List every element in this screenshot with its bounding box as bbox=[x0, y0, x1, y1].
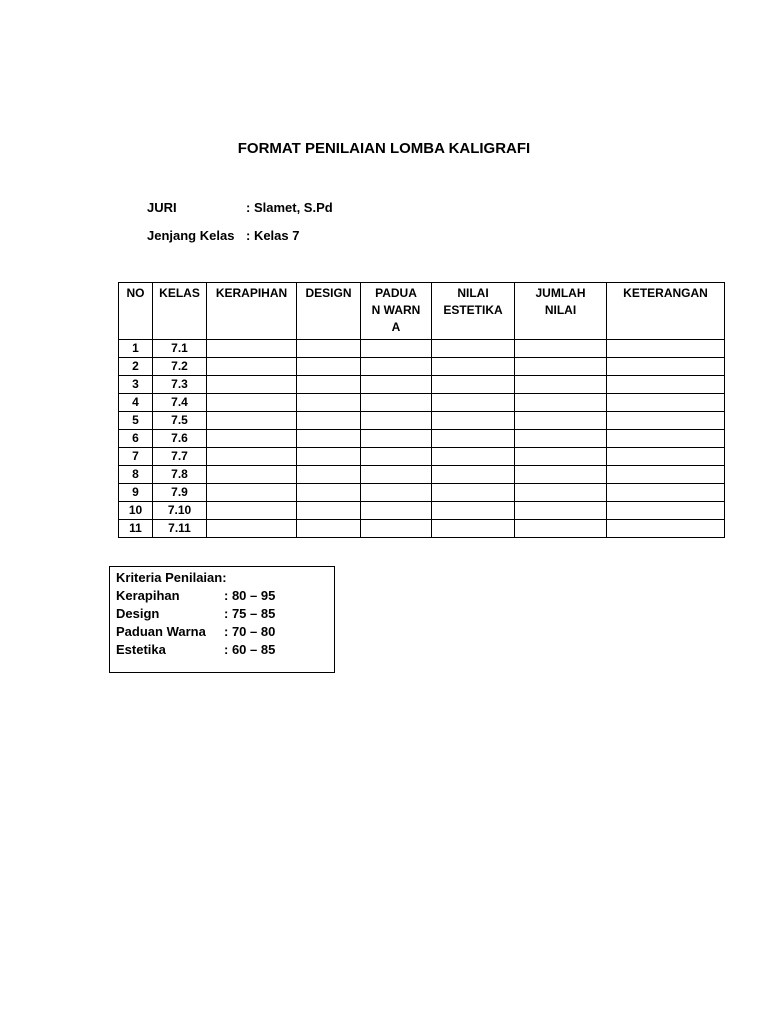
cell-keterangan bbox=[607, 502, 725, 520]
criteria-item bbox=[116, 641, 328, 659]
cell-kerapihan bbox=[207, 412, 297, 430]
cell-keterangan bbox=[607, 412, 725, 430]
cell-paduan bbox=[361, 502, 432, 520]
cell-paduan bbox=[361, 394, 432, 412]
cell-nilai-estetika bbox=[432, 358, 515, 376]
cell-design bbox=[297, 358, 361, 376]
cell-kerapihan bbox=[207, 466, 297, 484]
cell-kelas: 7.7 bbox=[153, 448, 207, 466]
cell-no: 3 bbox=[119, 376, 153, 394]
header-nilai-text: NILAI ESTETIKA bbox=[443, 286, 503, 317]
cell-design bbox=[297, 412, 361, 430]
criteria-item-range: : 75 – 85 bbox=[224, 606, 276, 621]
score-table bbox=[118, 282, 725, 538]
cell-design bbox=[297, 520, 361, 538]
cell-keterangan bbox=[607, 376, 725, 394]
criteria-item-range: : 70 – 80 bbox=[224, 624, 276, 639]
cell-nilai-estetika bbox=[432, 502, 515, 520]
table-row bbox=[119, 358, 725, 376]
cell-kelas: 7.9 bbox=[153, 484, 207, 502]
cell-jumlah-nilai bbox=[515, 412, 607, 430]
cell-kelas: 7.6 bbox=[153, 430, 207, 448]
cell-design bbox=[297, 430, 361, 448]
juri-label: JURI bbox=[147, 200, 177, 215]
cell-paduan bbox=[361, 340, 432, 358]
cell-keterangan bbox=[607, 394, 725, 412]
criteria-item-name: Design bbox=[116, 606, 160, 621]
cell-jumlah-nilai bbox=[515, 358, 607, 376]
cell-keterangan bbox=[607, 448, 725, 466]
criteria-item-name: Estetika bbox=[116, 642, 166, 657]
cell-keterangan bbox=[607, 520, 725, 538]
cell-paduan bbox=[361, 448, 432, 466]
criteria-item-range: : 80 – 95 bbox=[224, 588, 276, 603]
cell-nilai-estetika bbox=[432, 448, 515, 466]
cell-kerapihan bbox=[207, 520, 297, 538]
cell-kelas: 7.5 bbox=[153, 412, 207, 430]
cell-paduan bbox=[361, 412, 432, 430]
cell-paduan bbox=[361, 466, 432, 484]
header-keterangan: KETERANGAN bbox=[607, 283, 725, 340]
jenjang-row bbox=[147, 228, 299, 243]
criteria-box bbox=[109, 566, 335, 673]
header-nilai-estetika bbox=[432, 283, 515, 340]
criteria-item-name: Kerapihan bbox=[116, 588, 180, 603]
juri-row bbox=[147, 200, 333, 215]
cell-no: 8 bbox=[119, 466, 153, 484]
table-row bbox=[119, 412, 725, 430]
criteria-item bbox=[116, 605, 328, 623]
cell-design bbox=[297, 376, 361, 394]
cell-no: 5 bbox=[119, 412, 153, 430]
table-row bbox=[119, 376, 725, 394]
cell-paduan bbox=[361, 520, 432, 538]
criteria-heading: Kriteria Penilaian: bbox=[116, 570, 227, 585]
cell-jumlah-nilai bbox=[515, 466, 607, 484]
cell-nilai-estetika bbox=[432, 394, 515, 412]
document-title: FORMAT PENILAIAN LOMBA KALIGRAFI bbox=[237, 140, 531, 157]
cell-keterangan bbox=[607, 430, 725, 448]
cell-nilai-estetika bbox=[432, 520, 515, 538]
cell-keterangan bbox=[607, 340, 725, 358]
cell-kelas: 7.2 bbox=[153, 358, 207, 376]
cell-no: 9 bbox=[119, 484, 153, 502]
cell-kerapihan bbox=[207, 448, 297, 466]
header-jumlah-nilai bbox=[515, 283, 607, 340]
cell-keterangan bbox=[607, 358, 725, 376]
table-row bbox=[119, 484, 725, 502]
cell-nilai-estetika bbox=[432, 466, 515, 484]
cell-kerapihan bbox=[207, 502, 297, 520]
cell-no: 11 bbox=[119, 520, 153, 538]
table-header-row bbox=[119, 283, 725, 340]
score-table-body bbox=[119, 340, 725, 538]
criteria-item bbox=[116, 587, 328, 605]
header-paduan-text: PADUAN WARNA bbox=[371, 286, 421, 334]
cell-keterangan bbox=[607, 466, 725, 484]
criteria-item-name: Paduan Warna bbox=[116, 624, 206, 639]
cell-paduan bbox=[361, 376, 432, 394]
header-paduan-warna bbox=[361, 283, 432, 340]
table-row bbox=[119, 340, 725, 358]
cell-design bbox=[297, 466, 361, 484]
cell-no: 6 bbox=[119, 430, 153, 448]
cell-kerapihan bbox=[207, 358, 297, 376]
cell-jumlah-nilai bbox=[515, 430, 607, 448]
cell-nilai-estetika bbox=[432, 430, 515, 448]
header-design: DESIGN bbox=[297, 283, 361, 340]
cell-keterangan bbox=[607, 484, 725, 502]
cell-kerapihan bbox=[207, 394, 297, 412]
cell-kelas: 7.1 bbox=[153, 340, 207, 358]
cell-jumlah-nilai bbox=[515, 448, 607, 466]
cell-jumlah-nilai bbox=[515, 484, 607, 502]
cell-no: 10 bbox=[119, 502, 153, 520]
cell-nilai-estetika bbox=[432, 376, 515, 394]
cell-no: 2 bbox=[119, 358, 153, 376]
cell-kerapihan bbox=[207, 430, 297, 448]
cell-kerapihan bbox=[207, 484, 297, 502]
juri-value: : Slamet, S.Pd bbox=[246, 200, 333, 215]
cell-design bbox=[297, 394, 361, 412]
cell-jumlah-nilai bbox=[515, 376, 607, 394]
table-row bbox=[119, 520, 725, 538]
table-row bbox=[119, 466, 725, 484]
cell-paduan bbox=[361, 430, 432, 448]
cell-kelas: 7.3 bbox=[153, 376, 207, 394]
criteria-item bbox=[116, 623, 328, 641]
table-row bbox=[119, 502, 725, 520]
cell-design bbox=[297, 448, 361, 466]
cell-nilai-estetika bbox=[432, 412, 515, 430]
cell-jumlah-nilai bbox=[515, 502, 607, 520]
cell-jumlah-nilai bbox=[515, 394, 607, 412]
cell-jumlah-nilai bbox=[515, 340, 607, 358]
cell-kelas: 7.10 bbox=[153, 502, 207, 520]
jenjang-label: Jenjang Kelas bbox=[147, 228, 235, 243]
cell-no: 1 bbox=[119, 340, 153, 358]
cell-design bbox=[297, 502, 361, 520]
table-row bbox=[119, 394, 725, 412]
cell-nilai-estetika bbox=[432, 484, 515, 502]
cell-no: 4 bbox=[119, 394, 153, 412]
cell-design bbox=[297, 340, 361, 358]
header-kerapihan: KERAPIHAN bbox=[207, 283, 297, 340]
cell-jumlah-nilai bbox=[515, 520, 607, 538]
header-kelas: KELAS bbox=[153, 283, 207, 340]
cell-kelas: 7.8 bbox=[153, 466, 207, 484]
cell-nilai-estetika bbox=[432, 340, 515, 358]
cell-paduan bbox=[361, 358, 432, 376]
table-row bbox=[119, 448, 725, 466]
table-row bbox=[119, 430, 725, 448]
cell-kelas: 7.4 bbox=[153, 394, 207, 412]
cell-design bbox=[297, 484, 361, 502]
criteria-item-range: : 60 – 85 bbox=[224, 642, 276, 657]
cell-kelas: 7.11 bbox=[153, 520, 207, 538]
header-jumlah-text: JUMLAH NILAI bbox=[535, 286, 586, 317]
cell-paduan bbox=[361, 484, 432, 502]
cell-no: 7 bbox=[119, 448, 153, 466]
header-no: NO bbox=[119, 283, 153, 340]
cell-kerapihan bbox=[207, 376, 297, 394]
cell-kerapihan bbox=[207, 340, 297, 358]
jenjang-value: : Kelas 7 bbox=[246, 228, 300, 243]
